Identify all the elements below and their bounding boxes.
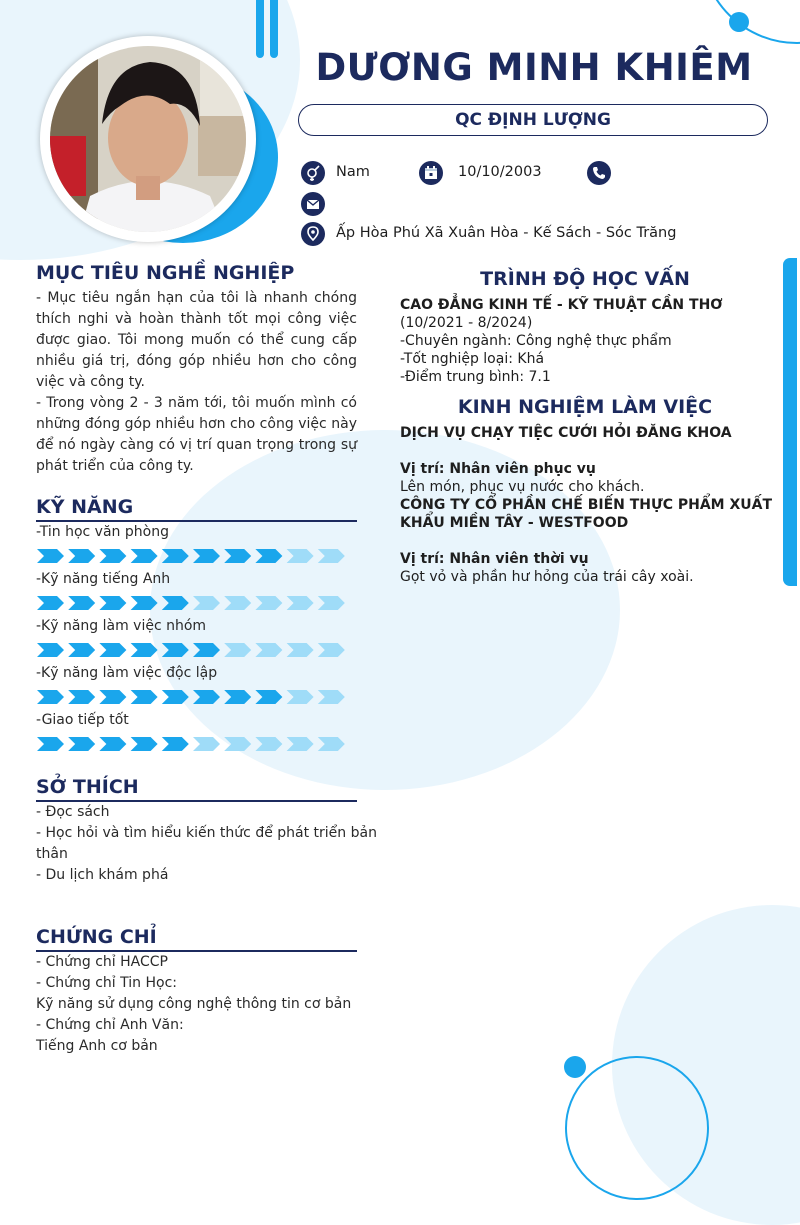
hobby-item: - Du lịch khám phá <box>36 867 169 883</box>
skill-chevron-filled <box>162 737 189 751</box>
skill-chevron-filled <box>162 549 189 563</box>
skill-chevron-filled <box>68 596 95 610</box>
skill-chevron-filled <box>99 643 126 657</box>
skill-chevron-filled <box>193 643 220 657</box>
skill-chevron-empty <box>318 690 345 704</box>
skill-chevron-filled <box>37 690 64 704</box>
skill-chevron-filled <box>37 643 64 657</box>
skill-chevron-empty <box>193 596 220 610</box>
skill-chevron-empty <box>287 643 314 657</box>
location-icon <box>301 222 325 246</box>
certificate-item: - Chứng chỉ Tin Học: <box>36 975 177 991</box>
skill-level-bar <box>37 548 347 564</box>
hobby-item: - Đọc sách <box>36 804 110 820</box>
skill-chevron-filled <box>162 596 189 610</box>
certificate-item: Kỹ năng sử dụng công nghệ thông tin cơ bản <box>36 996 352 1012</box>
avatar-photo <box>50 46 246 232</box>
skill-chevron-empty <box>318 596 345 610</box>
top-right-dot <box>729 12 749 32</box>
skill-chevron-filled <box>162 643 189 657</box>
skill-level-bar <box>37 689 347 705</box>
bottom-dot <box>564 1056 586 1078</box>
certificate-item: - Chứng chỉ Anh Văn: <box>36 1017 184 1033</box>
skill-chevron-filled <box>131 690 158 704</box>
skill-chevrons <box>37 595 347 611</box>
skill-chevron-empty <box>255 643 282 657</box>
skills-title: KỸ NĂNG <box>36 496 134 518</box>
job-description: Gọt vỏ và phần hư hỏng của trái cây xoài. <box>400 569 694 585</box>
skill-chevron-empty <box>287 690 314 704</box>
skill-chevron-filled <box>99 549 126 563</box>
education-gpa: -Điểm trung bình: 7.1 <box>400 369 551 385</box>
address-value: Ấp Hòa Phú Xã Xuân Hòa - Kế Sách - Sóc Trăng <box>336 225 677 241</box>
education-period: (10/2021 - 8/2024) <box>400 315 533 331</box>
skill-chevron-filled <box>99 690 126 704</box>
top-bar-right <box>270 0 278 58</box>
skill-chevrons <box>37 548 347 564</box>
skills-divider <box>36 520 357 522</box>
skill-chevron-filled <box>255 690 282 704</box>
skill-chevron-empty <box>318 643 345 657</box>
top-bar-left <box>256 0 264 58</box>
skill-chevron-empty <box>224 643 251 657</box>
skill-chevron-filled <box>255 549 282 563</box>
job-company: CÔNG TY CỔ PHẦN CHẾ BIẾN THỰC PHẨM XUẤT <box>400 497 773 513</box>
skill-chevron-filled <box>68 549 95 563</box>
skill-chevrons <box>37 736 347 752</box>
skill-chevron-empty <box>193 737 220 751</box>
skill-chevron-empty <box>287 737 314 751</box>
skill-level-bar <box>37 595 347 611</box>
job-position: Vị trí: Nhân viên phục vụ <box>400 461 596 477</box>
skill-chevron-filled <box>224 690 251 704</box>
skill-level-bar <box>37 736 347 752</box>
objective-text <box>36 288 357 477</box>
job-company: DỊCH VỤ CHẠY TIỆC CƯỚI HỎI ĐĂNG KHOA <box>400 425 732 441</box>
email-icon[interactable] <box>301 192 325 216</box>
gender-icon <box>301 161 325 185</box>
objective-title: MỤC TIÊU NGHỀ NGHIỆP <box>36 262 295 284</box>
skill-chevron-filled <box>99 737 126 751</box>
birthday-value: 10/10/2003 <box>458 164 542 180</box>
hobby-item: thân <box>36 846 68 862</box>
skill-chevron-filled <box>131 549 158 563</box>
skill-chevron-filled <box>193 549 220 563</box>
skill-chevron-filled <box>37 596 64 610</box>
skill-chevron-empty <box>318 737 345 751</box>
skill-label: -Kỹ năng làm việc nhóm <box>36 618 207 634</box>
certificate-item: - Chứng chỉ HACCP <box>36 954 168 970</box>
skill-chevron-empty <box>318 549 345 563</box>
skill-chevron-empty <box>255 737 282 751</box>
education-title: TRÌNH ĐỘ HỌC VẤN <box>480 268 690 290</box>
gender-value: Nam <box>336 164 370 180</box>
calendar-icon <box>419 161 443 185</box>
job-description: Lên món, phục vụ nước cho khách. <box>400 479 645 495</box>
skill-chevron-empty <box>287 596 314 610</box>
skill-chevron-filled <box>131 643 158 657</box>
certificates-title: CHỨNG CHỈ <box>36 926 157 948</box>
top-right-arc <box>700 0 800 44</box>
job-title-badge: QC ĐỊNH LƯỢNG <box>298 104 768 136</box>
education-grade: -Tốt nghiệp loại: Khá <box>400 351 545 367</box>
skill-chevrons <box>37 642 347 658</box>
job-company-line2: KHẨU MIỀN TÂY - WESTFOOD <box>400 515 629 531</box>
full-name: DƯƠNG MINH KHIÊM <box>315 46 753 89</box>
hobbies-title: SỞ THÍCH <box>36 776 139 798</box>
skill-chevrons <box>37 689 347 705</box>
skill-label: -Kỹ năng làm việc độc lập <box>36 665 218 681</box>
skill-chevron-filled <box>37 549 64 563</box>
education-major: -Chuyên ngành: Công nghệ thực phẩm <box>400 333 672 349</box>
skill-chevron-filled <box>193 690 220 704</box>
skill-chevron-filled <box>131 596 158 610</box>
objective-long-term: - Trong vòng 2 - 3 năm tới, tôi muốn mình có những đóng góp nhiều hơn cho công việc này để nó ngày càng có vị trí quan trọng trong sự phát triển của công ty. <box>36 395 357 474</box>
skill-label: -Tin học văn phòng <box>36 524 169 540</box>
skill-chevron-filled <box>68 643 95 657</box>
skill-chevron-filled <box>68 690 95 704</box>
skill-chevron-filled <box>37 737 64 751</box>
skill-chevron-empty <box>224 596 251 610</box>
skill-label: -Giao tiếp tốt <box>36 712 129 728</box>
skill-chevron-empty <box>287 549 314 563</box>
skill-chevron-filled <box>224 549 251 563</box>
certificate-item: Tiếng Anh cơ bản <box>36 1038 158 1054</box>
objective-short-term: - Mục tiêu ngắn hạn của tôi là nhanh chóng thích nghi và hoàn thành tốt mọi công việc được giao. Tôi mong muốn có thể cung cấp nhiều giá trị, đóng góp nhiều hơn cho công việc và công ty. <box>36 290 357 390</box>
right-edge-bar <box>783 258 797 586</box>
skill-chevron-empty <box>224 737 251 751</box>
skill-chevron-filled <box>68 737 95 751</box>
skill-chevron-filled <box>131 737 158 751</box>
skill-chevron-empty <box>255 596 282 610</box>
hobby-item: - Học hỏi và tìm hiểu kiến thức để phát triển bản <box>36 825 377 841</box>
skill-chevron-filled <box>99 596 126 610</box>
bottom-arc <box>565 1056 709 1200</box>
job-position: Vị trí: Nhân viên thời vụ <box>400 551 589 567</box>
skill-chevron-filled <box>162 690 189 704</box>
experience-title: KINH NGHIỆM LÀM VIỆC <box>457 396 713 418</box>
education-school: CAO ĐẲNG KINH TẾ - KỸ THUẬT CẦN THƠ <box>400 297 723 313</box>
phone-icon[interactable] <box>587 161 611 185</box>
skill-label: -Kỹ năng tiếng Anh <box>36 571 171 587</box>
skill-level-bar <box>37 642 347 658</box>
